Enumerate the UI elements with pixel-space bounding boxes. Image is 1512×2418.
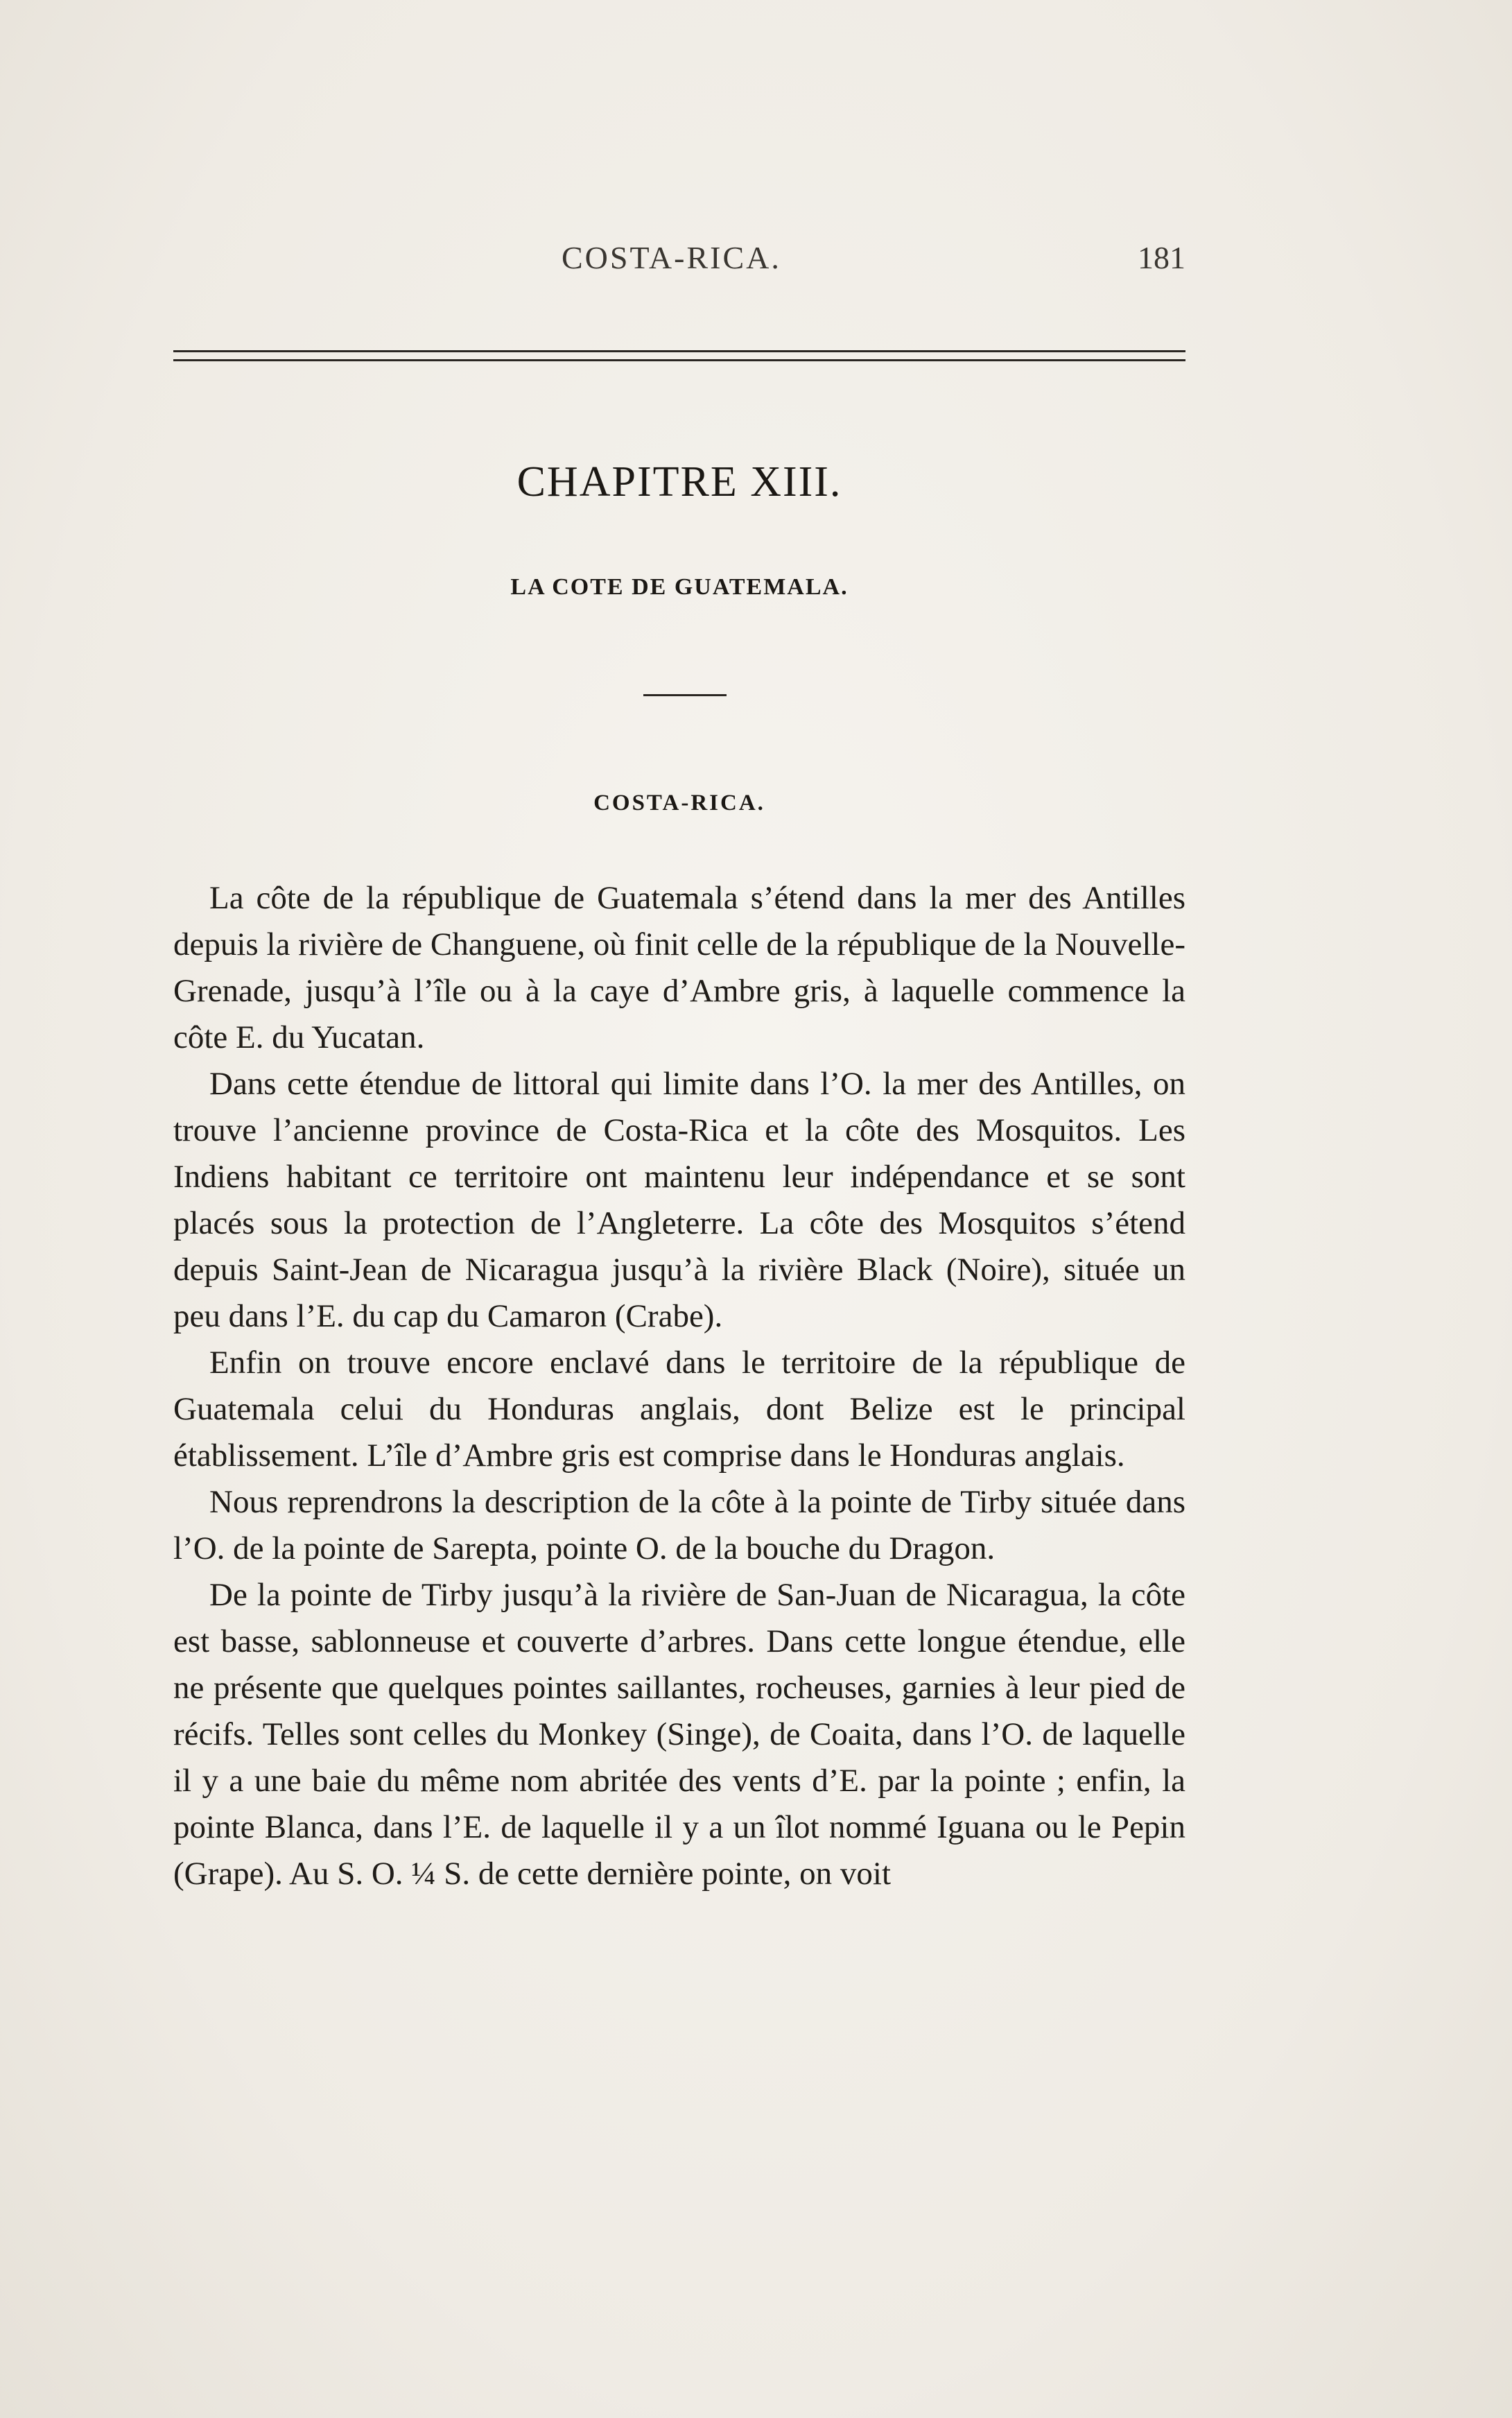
- section-title: COSTA-RICA.: [593, 791, 765, 815]
- paragraph: De la pointe de Tirby jusqu’à la rivière de San-Juan de Nicaragua, la côte est basse, sablonneuse et couverte d’arbres. Dans cette longue étendue, elle ne présente que quelques pointes saillantes, rocheuses, garnies à leur pied de récifs. Telles sont celles du Monkey (Singe), de Coaita, dans l’O. de laquelle il y a une baie du même nom abritée des vents d’E. par la pointe ; enfin, la pointe Blanca, dans l’E. de laquelle il y a un îlot nommé Iguana ou le Pepin (Grape). Au S. O. ¼ S. de cette dernière pointe, on voit: [173, 1577, 1185, 1892]
- paragraph: Nous reprendrons la description de la côte à la pointe de Tirby située dans l’O. de la pointe de Sarepta, pointe O. de la bouche du Dragon.: [173, 1484, 1185, 1566]
- chapter-subtitle: LA COTE DE GUATEMALA.: [510, 574, 849, 600]
- body-text: [173, 875, 1185, 1897]
- running-head: COSTA-RICA.: [562, 240, 781, 275]
- page-header: [173, 239, 1185, 288]
- chapter-title: CHAPITRE XIII.: [516, 458, 842, 506]
- paragraph: Enfin on trouve encore enclavé dans le territoire de la république de Guatemala celui du Honduras anglais, dont Belize est le principal établissement. L’île d’Ambre gris est comprise dans le Honduras anglais.: [173, 1345, 1185, 1474]
- page-number: 181: [1138, 240, 1185, 275]
- paragraph: La côte de la république de Guatemala s’étend dans la mer des Antilles depuis la rivière de Changuene, où finit celle de la république de la Nouvelle-Grenade, jusqu’à l’île ou à la caye d’Ambre gris, à laquelle commence la côte E. du Yucatan.: [173, 880, 1185, 1055]
- section-divider: [643, 694, 727, 696]
- header-double-rule: [173, 350, 1185, 361]
- paragraph: Dans cette étendue de littoral qui limite dans l’O. la mer des Antilles, on trouve l’ancienne province de Costa-Rica et la côte des Mosquitos. Les Indiens habitant ce territoire ont maintenu leur indépendance et se sont placés sous la protection de l’Angleterre. La côte des Mosquitos s’étend depuis Saint-Jean de Nicaragua jusqu’à la rivière Black (Noire), située un peu dans l’E. du cap du Camaron (Crabe).: [173, 1066, 1185, 1334]
